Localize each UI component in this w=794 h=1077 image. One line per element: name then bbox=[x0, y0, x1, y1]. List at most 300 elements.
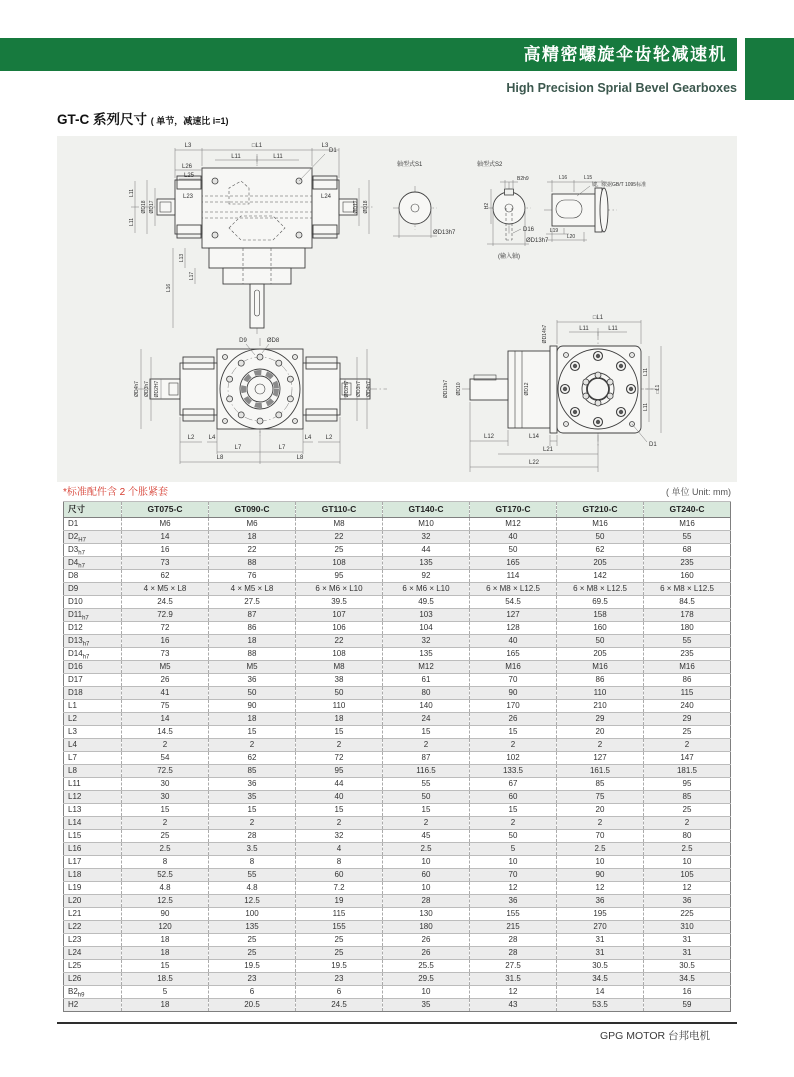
table-cell: 29 bbox=[557, 713, 644, 726]
table-cell: 24.5 bbox=[296, 999, 383, 1012]
table-cell: 30 bbox=[122, 778, 209, 791]
table-cell: 55 bbox=[644, 531, 731, 544]
table-cell: 106 bbox=[296, 622, 383, 635]
table-cell: 69.5 bbox=[557, 596, 644, 609]
dim-label: L7 bbox=[234, 445, 242, 451]
dim-label: □L1 bbox=[592, 315, 604, 321]
table-cell: 160 bbox=[644, 570, 731, 583]
row-label: D18 bbox=[64, 687, 122, 700]
row-label: L15 bbox=[64, 830, 122, 843]
table-cell: 54.5 bbox=[470, 596, 557, 609]
table-row bbox=[64, 973, 731, 986]
table-cell: 15 bbox=[296, 726, 383, 739]
row-label: L4 bbox=[64, 739, 122, 752]
table-cell: M5 bbox=[209, 661, 296, 674]
table-cell: 14 bbox=[122, 531, 209, 544]
table-cell: 31 bbox=[557, 934, 644, 947]
table-cell: 30.5 bbox=[644, 960, 731, 973]
table-row bbox=[64, 856, 731, 869]
table-row bbox=[64, 895, 731, 908]
table-cell: 88 bbox=[209, 648, 296, 661]
corner-green-block bbox=[745, 38, 794, 100]
dim-label: L24 bbox=[320, 194, 332, 200]
section-subtitle: ( 单节，减速比 i=1) bbox=[150, 116, 229, 126]
table-cell: 28 bbox=[383, 895, 470, 908]
table-cell: 135 bbox=[383, 648, 470, 661]
table-cell: 49.5 bbox=[383, 596, 470, 609]
table-cell: 15 bbox=[470, 804, 557, 817]
table-cell: 95 bbox=[296, 765, 383, 778]
table-cell: 44 bbox=[383, 544, 470, 557]
table-cell: 10 bbox=[383, 986, 470, 999]
table-cell: 4.8 bbox=[209, 882, 296, 895]
table-cell: 25.5 bbox=[383, 960, 470, 973]
table-cell: 140 bbox=[383, 700, 470, 713]
table-cell: 2 bbox=[557, 817, 644, 830]
row-label: $D4_{h7}$ bbox=[64, 557, 122, 570]
table-row bbox=[64, 739, 731, 752]
table-cell: 55 bbox=[383, 778, 470, 791]
table-row bbox=[64, 687, 731, 700]
table-cell: 28 bbox=[470, 934, 557, 947]
table-row bbox=[64, 817, 731, 830]
table-cell: 14 bbox=[122, 713, 209, 726]
table-cell: 39.5 bbox=[296, 596, 383, 609]
table-cell: 205 bbox=[557, 557, 644, 570]
table-cell: 27.5 bbox=[470, 960, 557, 973]
row-label: D17 bbox=[64, 674, 122, 687]
dim-label: L17 bbox=[189, 271, 195, 281]
table-cell: 3.5 bbox=[209, 843, 296, 856]
dim-label: (输入轴) bbox=[498, 254, 520, 260]
table-cell: 50 bbox=[470, 830, 557, 843]
table-cell: 10 bbox=[557, 856, 644, 869]
table-cell: 128 bbox=[470, 622, 557, 635]
table-cell: 155 bbox=[296, 921, 383, 934]
table-cell: 32 bbox=[296, 830, 383, 843]
row-label: $D13_{h7}$ bbox=[64, 635, 122, 648]
table-cell: 2 bbox=[122, 817, 209, 830]
table-cell: 195 bbox=[557, 908, 644, 921]
table-cell: 28 bbox=[209, 830, 296, 843]
row-label: L25 bbox=[64, 960, 122, 973]
dim-label: D16 bbox=[523, 227, 535, 233]
table-cell: 31 bbox=[644, 934, 731, 947]
table-cell: M6 bbox=[209, 518, 296, 531]
key-standard-note: 键，依据GB/T 1095标准 bbox=[592, 182, 647, 188]
technical-drawings-panel bbox=[57, 136, 737, 482]
table-cell: 165 bbox=[470, 557, 557, 570]
table-cell: 215 bbox=[470, 921, 557, 934]
table-row bbox=[64, 804, 731, 817]
table-cell: 6 × M6 × L10 bbox=[296, 583, 383, 596]
row-label: L21 bbox=[64, 908, 122, 921]
output-view-drawing bbox=[443, 315, 661, 472]
table-cell: 2 bbox=[296, 739, 383, 752]
table-cell: 115 bbox=[644, 687, 731, 700]
table-row bbox=[64, 960, 731, 973]
table-cell: 8 bbox=[209, 856, 296, 869]
row-label: L17 bbox=[64, 856, 122, 869]
table-cell: 15 bbox=[383, 726, 470, 739]
dim-label: ØD17 bbox=[353, 200, 359, 214]
row-label: L14 bbox=[64, 817, 122, 830]
table-cell: 107 bbox=[296, 609, 383, 622]
dim-label: □L1 bbox=[655, 384, 661, 394]
dim-label: L2 bbox=[187, 435, 195, 441]
dim-label: L16 bbox=[166, 283, 172, 293]
table-cell: 85 bbox=[644, 791, 731, 804]
table-cell: M8 bbox=[296, 661, 383, 674]
table-cell: 12 bbox=[470, 986, 557, 999]
dim-label: ØD4h7 bbox=[366, 381, 372, 397]
dim-label: L11 bbox=[643, 368, 649, 376]
table-cell: 38 bbox=[296, 674, 383, 687]
table-cell: 24 bbox=[383, 713, 470, 726]
table-row bbox=[64, 791, 731, 804]
table-cell: 15 bbox=[296, 804, 383, 817]
row-label: $B2_{h9}$ bbox=[64, 986, 122, 999]
table-cell: 18 bbox=[209, 713, 296, 726]
row-label: D9 bbox=[64, 583, 122, 596]
row-label: L18 bbox=[64, 869, 122, 882]
table-cell: M16 bbox=[557, 661, 644, 674]
table-cell: 50 bbox=[557, 531, 644, 544]
table-cell: 18 bbox=[296, 713, 383, 726]
table-cell: 26 bbox=[383, 934, 470, 947]
table-cell: 44 bbox=[296, 778, 383, 791]
table-cell: 72 bbox=[296, 752, 383, 765]
dim-label: L25 bbox=[183, 173, 195, 179]
table-cell: 70 bbox=[470, 869, 557, 882]
row-label: D16 bbox=[64, 661, 122, 674]
table-cell: 73 bbox=[122, 648, 209, 661]
table-cell: 235 bbox=[644, 648, 731, 661]
table-cell: M16 bbox=[644, 661, 731, 674]
dim-label: ØD10 bbox=[456, 382, 462, 396]
table-cell: 86 bbox=[644, 674, 731, 687]
table-cell: 18 bbox=[122, 999, 209, 1012]
table-cell: 52.5 bbox=[122, 869, 209, 882]
table-cell: 62 bbox=[557, 544, 644, 557]
table-cell: 8 bbox=[296, 856, 383, 869]
dim-label: L26 bbox=[181, 164, 193, 170]
table-cell: 2 bbox=[557, 739, 644, 752]
dim-label: ØD3h7 bbox=[144, 381, 150, 397]
table-cell: 62 bbox=[122, 570, 209, 583]
table-cell: M16 bbox=[557, 518, 644, 531]
dim-label: L21 bbox=[542, 447, 554, 453]
table-cell: 2.5 bbox=[644, 843, 731, 856]
table-row bbox=[64, 700, 731, 713]
table-cell: 7.2 bbox=[296, 882, 383, 895]
column-header: GT170-C bbox=[470, 502, 557, 518]
table-cell: M12 bbox=[470, 518, 557, 531]
table-cell: 34.5 bbox=[557, 973, 644, 986]
column-header: GT210-C bbox=[557, 502, 644, 518]
table-cell: 25 bbox=[122, 830, 209, 843]
dim-label: D1 bbox=[649, 442, 657, 448]
table-cell: 116.5 bbox=[383, 765, 470, 778]
table-cell: 10 bbox=[383, 882, 470, 895]
table-cell: 102 bbox=[470, 752, 557, 765]
table-cell: 73 bbox=[122, 557, 209, 570]
table-cell: 10 bbox=[644, 856, 731, 869]
table-cell: 25 bbox=[296, 934, 383, 947]
table-cell: 155 bbox=[470, 908, 557, 921]
table-cell: 10 bbox=[470, 856, 557, 869]
table-cell: 5 bbox=[470, 843, 557, 856]
table-cell: 147 bbox=[644, 752, 731, 765]
table-cell: 10 bbox=[383, 856, 470, 869]
table-row bbox=[64, 765, 731, 778]
table-cell: 60 bbox=[470, 791, 557, 804]
dim-label: ØD12 bbox=[524, 382, 530, 396]
dim-label: ØD4h7 bbox=[134, 381, 140, 397]
table-cell: 6 bbox=[209, 986, 296, 999]
row-label: L1 bbox=[64, 700, 122, 713]
table-row bbox=[64, 609, 731, 622]
dim-label: L11 bbox=[129, 218, 135, 226]
table-cell: 108 bbox=[296, 557, 383, 570]
table-cell: 86 bbox=[209, 622, 296, 635]
table-cell: 54 bbox=[122, 752, 209, 765]
row-label: L2 bbox=[64, 713, 122, 726]
dim-label: ØD2H7 bbox=[154, 380, 160, 398]
table-cell: 20 bbox=[557, 804, 644, 817]
table-cell: 14 bbox=[557, 986, 644, 999]
table-cell: 180 bbox=[644, 622, 731, 635]
table-cell: 2 bbox=[209, 739, 296, 752]
table-cell: M8 bbox=[296, 518, 383, 531]
dim-label: ØD18 bbox=[363, 200, 369, 214]
dim-label: ØD17 bbox=[149, 200, 155, 214]
table-cell: 4 × M5 × L8 bbox=[209, 583, 296, 596]
banner-title: 高精密螺旋伞齿轮减速机 bbox=[523, 45, 727, 64]
column-header: GT090-C bbox=[209, 502, 296, 518]
dim-label: L14 bbox=[528, 434, 540, 440]
table-cell: 70 bbox=[470, 674, 557, 687]
row-label: L26 bbox=[64, 973, 122, 986]
table-cell: 40 bbox=[470, 531, 557, 544]
dim-label: ØD3h7 bbox=[356, 381, 362, 397]
table-row bbox=[64, 986, 731, 999]
table-cell: 61 bbox=[383, 674, 470, 687]
table-cell: 181.5 bbox=[644, 765, 731, 778]
table-cell: 20.5 bbox=[209, 999, 296, 1012]
table-cell: 75 bbox=[122, 700, 209, 713]
table-cell: 27.5 bbox=[209, 596, 296, 609]
table-cell: 18 bbox=[122, 947, 209, 960]
column-header: GT075-C bbox=[122, 502, 209, 518]
flange-view-drawing bbox=[134, 338, 387, 464]
table-cell: 45 bbox=[383, 830, 470, 843]
table-cell: 92 bbox=[383, 570, 470, 583]
section-title-text: GT-C 系列尺寸 bbox=[57, 112, 147, 127]
table-cell: 34.5 bbox=[644, 973, 731, 986]
dim-label: L11 bbox=[608, 326, 618, 332]
table-cell: 2.5 bbox=[122, 843, 209, 856]
table-cell: 90 bbox=[557, 869, 644, 882]
table-cell: 2 bbox=[209, 817, 296, 830]
dim-label: L3 bbox=[321, 143, 329, 149]
table-cell: 41 bbox=[122, 687, 209, 700]
table-cell: 133.5 bbox=[470, 765, 557, 778]
table-row bbox=[64, 544, 731, 557]
table-cell: 36 bbox=[209, 674, 296, 687]
table-row bbox=[64, 674, 731, 687]
table-cell: 90 bbox=[470, 687, 557, 700]
table-cell: 25 bbox=[644, 804, 731, 817]
table-cell: 240 bbox=[644, 700, 731, 713]
table-cell: 170 bbox=[470, 700, 557, 713]
table-cell: 80 bbox=[644, 830, 731, 843]
row-label: L16 bbox=[64, 843, 122, 856]
row-label: L19 bbox=[64, 882, 122, 895]
table-row bbox=[64, 557, 731, 570]
table-cell: 36 bbox=[470, 895, 557, 908]
table-cell: 2.5 bbox=[557, 843, 644, 856]
table-cell: 22 bbox=[209, 544, 296, 557]
table-cell: 31 bbox=[557, 947, 644, 960]
table-cell: M12 bbox=[383, 661, 470, 674]
table-cell: 26 bbox=[122, 674, 209, 687]
table-cell: 12 bbox=[470, 882, 557, 895]
table-cell: 180 bbox=[383, 921, 470, 934]
dim-label: L11 bbox=[643, 403, 649, 411]
standard-accessory-note: *标准配件含 2 个胀紧套 bbox=[63, 487, 169, 498]
dim-label: L20 bbox=[566, 234, 576, 240]
table-cell: 16 bbox=[122, 635, 209, 648]
table-cell: 225 bbox=[644, 908, 731, 921]
subtitle-en: High Precision Sprial Bevel Gearboxes bbox=[506, 81, 737, 95]
table-cell: 85 bbox=[557, 778, 644, 791]
row-label: $D3_{h7}$ bbox=[64, 544, 122, 557]
table-cell: 18 bbox=[122, 934, 209, 947]
table-cell: 53.5 bbox=[557, 999, 644, 1012]
table-cell: 12 bbox=[644, 882, 731, 895]
table-cell: 15 bbox=[122, 804, 209, 817]
table-row bbox=[64, 648, 731, 661]
table-cell: 103 bbox=[383, 609, 470, 622]
table-cell: 6 × M8 × L12.5 bbox=[557, 583, 644, 596]
dim-label: L19 bbox=[549, 228, 559, 234]
row-label: D8 bbox=[64, 570, 122, 583]
table-cell: 87 bbox=[209, 609, 296, 622]
table-cell: 12.5 bbox=[209, 895, 296, 908]
dim-label: L11 bbox=[579, 326, 589, 332]
table-cell: 25 bbox=[296, 544, 383, 557]
row-label: L24 bbox=[64, 947, 122, 960]
table-cell: 6 bbox=[296, 986, 383, 999]
table-cell: 36 bbox=[557, 895, 644, 908]
table-cell: 120 bbox=[122, 921, 209, 934]
table-cell: 25 bbox=[209, 934, 296, 947]
column-header: GT140-C bbox=[383, 502, 470, 518]
table-row bbox=[64, 661, 731, 674]
table-cell: 60 bbox=[383, 869, 470, 882]
dim-label: L2 bbox=[325, 435, 333, 441]
dim-label: D9 bbox=[239, 338, 247, 344]
table-cell: 16 bbox=[644, 986, 731, 999]
table-cell: 75 bbox=[557, 791, 644, 804]
table-cell: 142 bbox=[557, 570, 644, 583]
table-cell: 2 bbox=[383, 817, 470, 830]
table-cell: M5 bbox=[122, 661, 209, 674]
table-cell: 95 bbox=[644, 778, 731, 791]
table-cell: 5 bbox=[122, 986, 209, 999]
section-title bbox=[57, 108, 229, 128]
row-label: L12 bbox=[64, 791, 122, 804]
table-cell: 110 bbox=[557, 687, 644, 700]
table-cell: 72 bbox=[122, 622, 209, 635]
table-row bbox=[64, 622, 731, 635]
table-cell: 2 bbox=[122, 739, 209, 752]
dim-label: ØD14h7 bbox=[542, 324, 548, 344]
table-cell: 24.5 bbox=[122, 596, 209, 609]
table-cell: 135 bbox=[383, 557, 470, 570]
table-cell: 15 bbox=[122, 960, 209, 973]
table-cell: 55 bbox=[209, 869, 296, 882]
table-cell: 158 bbox=[557, 609, 644, 622]
table-cell: M10 bbox=[383, 518, 470, 531]
table-cell: 15 bbox=[209, 726, 296, 739]
dim-label: ØD8 bbox=[266, 338, 280, 344]
dim-label: L15 bbox=[583, 175, 593, 181]
footer-divider bbox=[57, 1022, 737, 1024]
table-cell: 36 bbox=[209, 778, 296, 791]
table-cell: 6 × M6 × L10 bbox=[383, 583, 470, 596]
dim-label: L22 bbox=[528, 460, 540, 466]
table-cell: 4 bbox=[296, 843, 383, 856]
table-cell: 62 bbox=[209, 752, 296, 765]
table-cell: 26 bbox=[383, 947, 470, 960]
table-row bbox=[64, 934, 731, 947]
table-cell: 50 bbox=[296, 687, 383, 700]
table-cell: 18 bbox=[209, 635, 296, 648]
table-cell: 55 bbox=[644, 635, 731, 648]
table-cell: 270 bbox=[557, 921, 644, 934]
shaft-type-s2-drawing bbox=[477, 160, 549, 260]
table-row bbox=[64, 882, 731, 895]
row-label: L3 bbox=[64, 726, 122, 739]
table-cell: 18 bbox=[209, 531, 296, 544]
table-cell: 100 bbox=[209, 908, 296, 921]
table-cell: 12.5 bbox=[122, 895, 209, 908]
table-cell: 15 bbox=[383, 804, 470, 817]
table-cell: 50 bbox=[383, 791, 470, 804]
row-label: D12 bbox=[64, 622, 122, 635]
table-cell: 15 bbox=[209, 804, 296, 817]
table-cell: 12 bbox=[557, 882, 644, 895]
table-cell: 88 bbox=[209, 557, 296, 570]
dimension-table-body bbox=[64, 518, 731, 1012]
table-cell: 108 bbox=[296, 648, 383, 661]
table-cell: M6 bbox=[122, 518, 209, 531]
table-cell: 104 bbox=[383, 622, 470, 635]
table-cell: 2 bbox=[383, 739, 470, 752]
dim-label: L11 bbox=[231, 154, 241, 160]
table-row bbox=[64, 869, 731, 882]
table-cell: 36 bbox=[644, 895, 731, 908]
table-cell: 161.5 bbox=[557, 765, 644, 778]
table-cell: 68 bbox=[644, 544, 731, 557]
unit-label: ( 单位 Unit: mm) bbox=[666, 487, 731, 497]
table-row bbox=[64, 570, 731, 583]
row-label: L8 bbox=[64, 765, 122, 778]
table-cell: 31.5 bbox=[470, 973, 557, 986]
table-cell: 15 bbox=[470, 726, 557, 739]
